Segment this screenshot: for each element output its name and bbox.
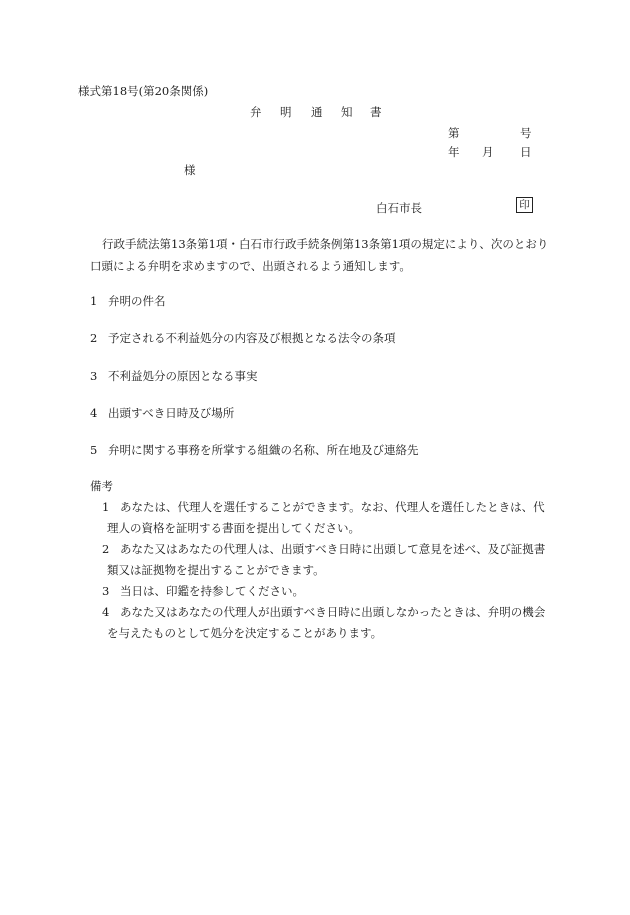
item-text: 弁明の件名 xyxy=(108,294,166,308)
doc-number-suffix: 号 xyxy=(520,126,532,140)
item-number: 2 xyxy=(90,331,98,345)
date-year: 年 xyxy=(448,145,460,159)
note-number: 1 xyxy=(102,500,110,514)
note-text-line-1: あなたは、代理人を選任することができます。なお、代理人を選任したときは、代 xyxy=(120,500,545,514)
list-item xyxy=(90,405,234,421)
title-char: 通 xyxy=(311,105,323,119)
item-text: 予定される不利益処分の内容及び根拠となる法令の条項 xyxy=(108,331,396,345)
item-number: 5 xyxy=(90,443,98,457)
list-item xyxy=(90,368,258,384)
remarks-heading: 備考 xyxy=(90,479,113,493)
remark-note xyxy=(102,541,545,557)
note-number: 2 xyxy=(102,542,110,556)
list-item xyxy=(90,330,396,346)
title-char: 弁 xyxy=(250,105,262,119)
item-number: 4 xyxy=(90,406,98,420)
remark-note xyxy=(102,499,545,515)
list-item xyxy=(90,442,419,458)
note-text-line-2: 理人の資格を証明する書面を提出してください。 xyxy=(107,521,360,535)
seal-stamp: 印 xyxy=(516,197,533,213)
intro-line-1: 行政手続法第13条第1項・白石市行政手続条例第13条第1項の規定により、次のとおり xyxy=(102,237,549,251)
list-item xyxy=(90,293,166,309)
note-text-line-1: 当日は、印鑑を持参してください。 xyxy=(120,584,304,598)
item-text: 不利益処分の原因となる事実 xyxy=(108,369,258,383)
addressee-suffix: 様 xyxy=(184,163,196,177)
note-number: 3 xyxy=(102,584,110,598)
item-text: 出頭すべき日時及び場所 xyxy=(108,406,235,420)
title-char: 書 xyxy=(370,105,382,119)
intro-line-2: 口頭による弁明を求めますので、出頭されるよう通知します。 xyxy=(90,259,411,273)
remark-note xyxy=(102,583,304,599)
note-text-line-2: 類又は証拠物を提出することができます。 xyxy=(107,563,325,577)
note-number: 4 xyxy=(102,605,110,619)
doc-number-prefix: 第 xyxy=(448,126,460,140)
date-day: 日 xyxy=(520,145,532,159)
remark-note xyxy=(102,604,545,620)
issuer-name: 白石市長 xyxy=(376,201,422,215)
item-number: 3 xyxy=(90,369,98,383)
title-char: 知 xyxy=(341,105,353,119)
item-number: 1 xyxy=(90,294,98,308)
form-number: 様式第18号(第20条関係) xyxy=(78,84,209,98)
item-text: 弁明に関する事務を所掌する組織の名称、所在地及び連絡先 xyxy=(108,443,419,457)
note-text-line-1: あなた又はあなたの代理人は、出頭すべき日時に出頭して意見を述べ、及び証拠書 xyxy=(120,542,546,556)
note-text-line-2: を与えたものとして処分を決定することがあります。 xyxy=(107,626,383,640)
date-month: 月 xyxy=(482,145,494,159)
note-text-line-1: あなた又はあなたの代理人が出頭すべき日時に出頭しなかったときは、弁明の機会 xyxy=(120,605,546,619)
title-char: 明 xyxy=(280,105,292,119)
